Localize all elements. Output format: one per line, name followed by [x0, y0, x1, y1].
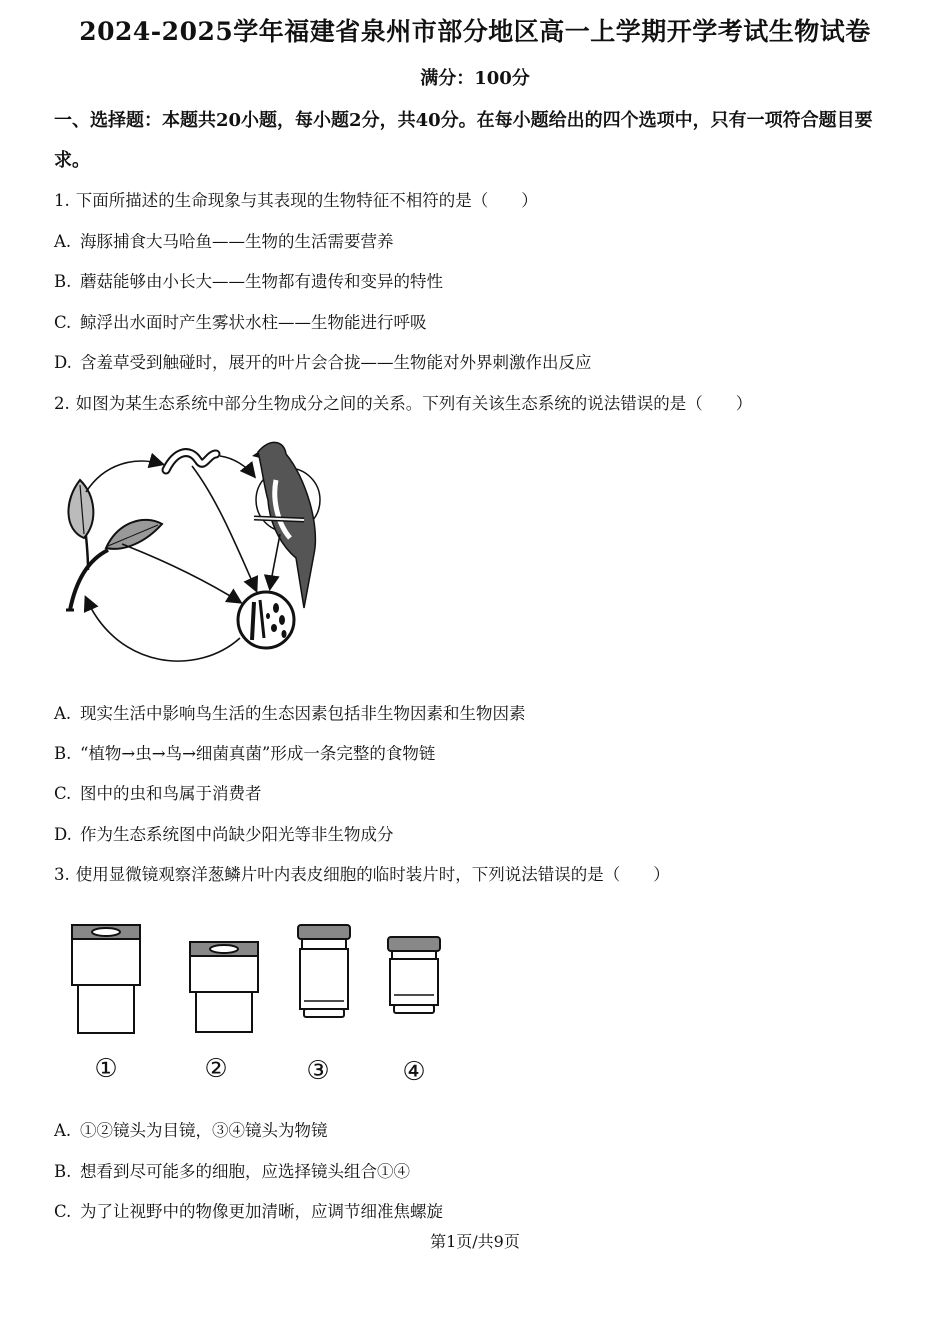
option-text: 图中的虫和鸟属于消费者: [80, 784, 262, 803]
q2-option-a: [54, 700, 526, 724]
option-letter: D.: [54, 353, 72, 372]
question-number: 1.: [54, 191, 70, 210]
option-text: 含羞草受到触碰时，展开的叶片会合拢——生物能对外界刺激作出反应: [80, 353, 592, 372]
option-text: “植物→虫→鸟→细菌真菌”形成一条完整的食物链: [80, 744, 436, 763]
option-letter: D.: [54, 825, 72, 844]
exam-title: 2024-2025学年福建省泉州市部分地区高一上学期开学考试生物试卷: [79, 17, 871, 46]
question-2: [54, 390, 752, 414]
option-text: ①②镜头为目镜，③④镜头为物镜: [80, 1121, 328, 1140]
question-stem: 下面所描述的生命现象与其表现的生物特征不相符的是（ ）: [75, 191, 538, 210]
microscope-lenses-diagram: [60, 915, 460, 1090]
question-stem: 使用显微镜观察洋葱鳞片叶内表皮细胞的临时装片时，下列说法错误的是（ ）: [75, 865, 670, 884]
option-letter: C.: [54, 784, 72, 803]
lens-label-1: ①: [94, 1054, 118, 1084]
page-footer: 第1页/共9页: [430, 1232, 520, 1251]
q1-option-b: [54, 268, 443, 292]
option-text: 想看到尽可能多的细胞，应选择镜头组合①④: [80, 1162, 410, 1181]
section-heading: 一、选择题：本题共20小题，每小题2分，共40分。在每小题给出的四个选项中，只有一项符合题目要求。: [54, 110, 873, 171]
q2-option-c: [54, 780, 262, 804]
q2-option-b: [54, 740, 435, 764]
option-letter: C.: [54, 1202, 72, 1221]
lens-label-3: ③: [306, 1056, 330, 1086]
question-number: 2.: [54, 394, 70, 413]
option-text: 现实生活中影响鸟生活的生态因素包括非生物因素和生物因素: [80, 704, 526, 723]
lens-label-2: ②: [204, 1054, 228, 1084]
option-text: 海豚捕食大马哈鱼——生物的生活需要营养: [80, 232, 394, 251]
question-number: 3.: [54, 865, 70, 884]
option-letter: A.: [54, 232, 72, 251]
option-letter: C.: [54, 313, 72, 332]
option-text: 鲸浮出水面时产生雾状水柱——生物能进行呼吸: [80, 313, 427, 332]
option-letter: B.: [54, 744, 72, 763]
q1-option-d: [54, 349, 592, 373]
lens-label-4: ④: [402, 1057, 426, 1087]
eyepiece-lens-2-icon: [190, 942, 258, 1032]
option-text: 作为生态系统图中尚缺少阳光等非生物成分: [80, 825, 394, 844]
question-stem: 如图为某生态系统中部分生物成分之间的关系。下列有关该生态系统的说法错误的是（ ）: [75, 394, 753, 413]
plant-icon: [66, 480, 162, 610]
q1-option-a: [54, 228, 394, 252]
option-letter: A.: [54, 704, 72, 723]
objective-lens-4-icon: [388, 937, 440, 1013]
decomposer-icon: [238, 592, 294, 648]
objective-lens-3-icon: [298, 925, 350, 1017]
q3-option-c: [54, 1198, 443, 1222]
q1-option-c: [54, 309, 427, 333]
option-text: 为了让视野中的物像更加清晰，应调节细准焦螺旋: [80, 1202, 443, 1221]
option-letter: B.: [54, 272, 72, 291]
q3-option-a: [54, 1117, 328, 1141]
question-1: [54, 187, 538, 211]
eyepiece-lens-1-icon: [72, 925, 140, 1033]
caterpillar-icon: [166, 453, 216, 470]
full-score: 满分：100分: [420, 68, 530, 89]
bird-icon: [252, 442, 320, 608]
q3-option-b: [54, 1158, 410, 1182]
q2-option-d: [54, 821, 394, 845]
question-3: [54, 861, 670, 885]
option-letter: B.: [54, 1162, 72, 1181]
option-text: 蘑菇能够由小长大——生物都有遗传和变异的特性: [80, 272, 443, 291]
ecosystem-diagram: [58, 430, 338, 675]
option-letter: A.: [54, 1121, 72, 1140]
